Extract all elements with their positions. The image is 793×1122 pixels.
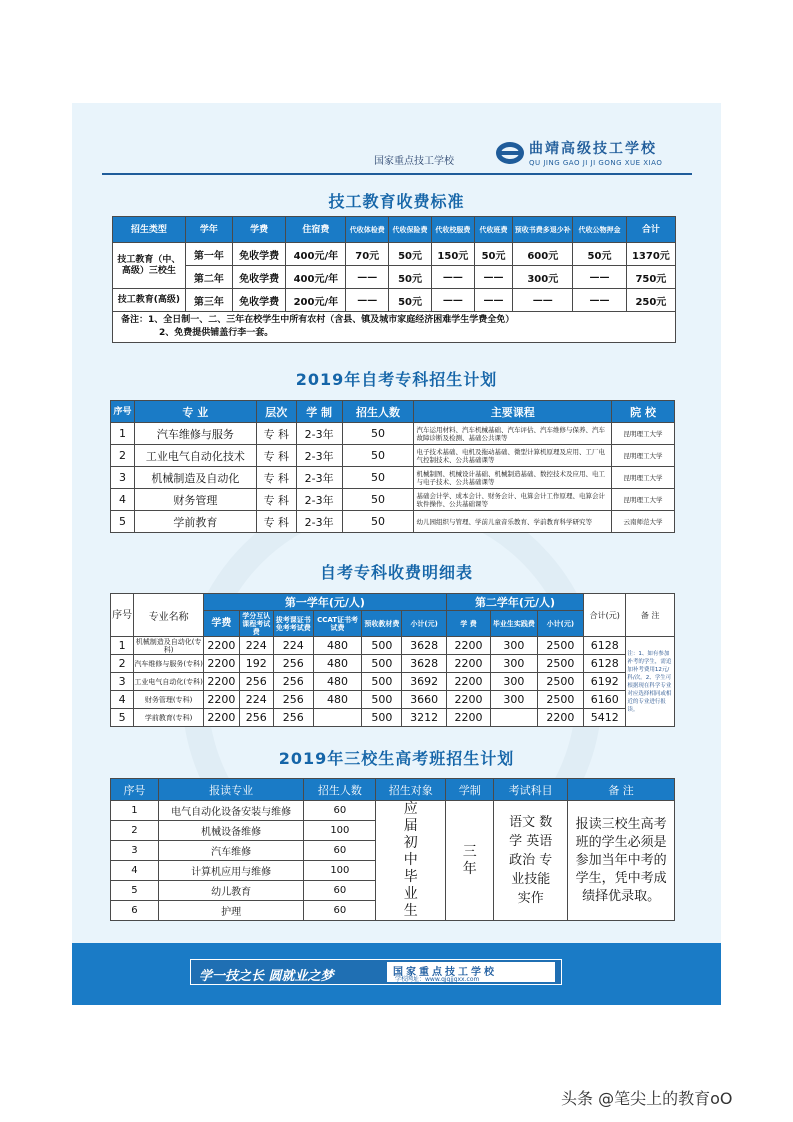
table-cell: 5 xyxy=(111,881,159,901)
table-row xyxy=(111,637,675,655)
table-cell: 256 xyxy=(239,709,273,727)
table-cell: 500 xyxy=(362,691,402,709)
fee-note-row xyxy=(113,312,676,343)
table-cell: 电气自动化设备安装与维修 xyxy=(158,801,304,821)
table-cell: 汽车维修与服务 xyxy=(134,423,256,445)
table-cell: —— xyxy=(513,289,573,312)
table-cell: 汽车维修与服务(专科) xyxy=(134,655,204,673)
table-cell: 6128 xyxy=(584,637,626,655)
table-cell: 300 xyxy=(491,637,537,655)
table-cell xyxy=(491,709,537,727)
table-cell: 5 xyxy=(111,511,135,533)
table-cell: —— xyxy=(431,289,474,312)
table-cell: 学前教育(专科) xyxy=(134,709,204,727)
table-cell: 500 xyxy=(362,673,402,691)
table-cell: 300 xyxy=(491,691,537,709)
table-cell: 3 xyxy=(111,467,135,489)
table-cell: —— xyxy=(346,266,389,289)
enrollment-category: 技工教育（中、高级）三校生 xyxy=(113,243,186,289)
table-cell: 224 xyxy=(239,637,273,655)
table-cell: 50元 xyxy=(573,243,627,266)
table-cell: 专 科 xyxy=(256,445,296,467)
column-header: 学 制 xyxy=(296,401,342,423)
table-cell: 第一年 xyxy=(185,243,232,266)
table-cell: 工业电气自动化(专科) xyxy=(134,673,204,691)
column-header: 小计(元) xyxy=(402,611,446,637)
table-cell: 224 xyxy=(273,637,313,655)
column-header: 代收保险费 xyxy=(389,217,432,243)
table-cell: 云南师范大学 xyxy=(612,511,675,533)
column-header: 招生类型 xyxy=(113,217,186,243)
fee-table-title: 技工教育收费标准 xyxy=(328,192,465,211)
detail-table-title: 自考专科收费明细表 xyxy=(319,563,473,582)
table-cell: 100 xyxy=(304,821,376,841)
table-cell: 300 xyxy=(491,673,537,691)
table-row xyxy=(111,709,675,727)
table-cell: 400元/年 xyxy=(286,243,346,266)
table-cell: 2-3年 xyxy=(296,445,342,467)
table-cell: 2200 xyxy=(446,655,490,673)
table-cell: 2-3年 xyxy=(296,467,342,489)
footer-school-box xyxy=(387,962,555,982)
table-cell: —— xyxy=(573,266,627,289)
column-header: 小计(元) xyxy=(537,611,583,637)
column-header: 拔考课证书免考考试费 xyxy=(273,611,313,637)
column-header: 考试科目 xyxy=(494,779,568,801)
gaokao-remark: 报读三校生高考班的学生必须是参加当年中考的学生，凭中考成绩择优录取。 xyxy=(568,801,675,921)
table-cell: 3660 xyxy=(402,691,446,709)
table-cell: 50 xyxy=(342,467,414,489)
table-cell: 500 xyxy=(362,637,402,655)
gaokao-table-header xyxy=(111,779,675,801)
table-cell: —— xyxy=(346,289,389,312)
table-cell: 昆明理工大学 xyxy=(612,467,675,489)
fee-table-header xyxy=(113,217,676,243)
table-cell: —— xyxy=(474,289,513,312)
column-header: 专 业 xyxy=(134,401,256,423)
detail-memo: 注：1、如有参加补考的学生，需追加补考费用12元/科/次。2、学生可根据现在科学专业对应选择相同或相近的专业进行报读。 xyxy=(626,637,675,727)
table-cell: 60 xyxy=(304,881,376,901)
table-cell: 幼儿园组织与管理、学前儿童音乐教育、学前教育科学研究等 xyxy=(414,511,612,533)
detail-table xyxy=(110,593,675,727)
plan-table-header xyxy=(111,401,675,423)
table-cell: 2200 xyxy=(203,709,239,727)
column-header: 备 注 xyxy=(568,779,675,801)
table-cell: 192 xyxy=(239,655,273,673)
column-header: 代收校服费 xyxy=(431,217,474,243)
school-emblem-icon xyxy=(495,139,525,167)
table-cell: 750元 xyxy=(626,266,675,289)
footer-band xyxy=(190,959,562,985)
table-cell: 机械制图、机械设计基础、机械制造基础、数控技术及应用、电工与电子技术、公共基础课等 xyxy=(414,467,612,489)
table-cell: 机械制造及自动化 xyxy=(134,467,256,489)
table-cell: 专 科 xyxy=(256,423,296,445)
table-cell: 2200 xyxy=(446,709,490,727)
fee-note-line: 2、免费提供铺盖行李一套。 xyxy=(159,328,274,338)
column-header: 招生对象 xyxy=(376,779,446,801)
table-cell: 学前教育 xyxy=(134,511,256,533)
column-header: 序号 xyxy=(111,594,134,637)
column-header: 序号 xyxy=(111,401,135,423)
table-cell: 5412 xyxy=(584,709,626,727)
table-cell: 50元 xyxy=(389,243,432,266)
table-cell: 5 xyxy=(111,709,134,727)
table-cell: 480 xyxy=(313,673,362,691)
school-pinyin: QU JING GAO JI JI GONG XUE XIAO xyxy=(529,159,663,167)
column-header: 专业名称 xyxy=(134,594,204,637)
table-cell: 2200 xyxy=(203,637,239,655)
table-cell: 200元/年 xyxy=(286,289,346,312)
table-row xyxy=(111,655,675,673)
table-cell: 2500 xyxy=(537,691,583,709)
table-cell: 2-3年 xyxy=(296,489,342,511)
table-cell: 6 xyxy=(111,901,159,921)
table-cell: 免收学费 xyxy=(232,266,286,289)
gaokao-table-title: 2019年三校生高考班招生计划 xyxy=(278,749,515,768)
table-cell: 2200 xyxy=(446,691,490,709)
table-cell: 1 xyxy=(111,637,134,655)
table-cell: 6160 xyxy=(584,691,626,709)
table-cell: 300 xyxy=(491,655,537,673)
footer-website: 学校网址：www.qjgjjgxx.com xyxy=(395,976,480,983)
table-cell: 50 xyxy=(342,489,414,511)
table-cell: 汽车运用材料、汽车机械基础、汽车评估、汽车维修与保养、汽车故障诊断及检测、基础公共课等 xyxy=(414,423,612,445)
column-header: 备 注 xyxy=(626,594,675,637)
table-cell: 50元 xyxy=(389,289,432,312)
column-header: 学制 xyxy=(446,779,494,801)
table-cell: 基础会计学、成本会计、财务会计、电算会计工作原理、电算会计软件操作、公共基础课等 xyxy=(414,489,612,511)
table-cell: 2200 xyxy=(203,655,239,673)
table-cell: 500 xyxy=(362,655,402,673)
table-cell: 工业电气自动化技术 xyxy=(134,445,256,467)
table-cell: 4 xyxy=(111,861,159,881)
fee-table xyxy=(112,216,676,343)
table-cell: 480 xyxy=(313,691,362,709)
column-header: 招生人数 xyxy=(304,779,376,801)
table-cell: 2 xyxy=(111,655,134,673)
table-cell: 2-3年 xyxy=(296,423,342,445)
table-row xyxy=(113,266,676,289)
column-header: 学费 xyxy=(203,611,239,637)
table-cell: 3212 xyxy=(402,709,446,727)
column-header: 代收公物押金 xyxy=(573,217,627,243)
fee-note xyxy=(113,312,676,343)
table-cell: 专 科 xyxy=(256,511,296,533)
table-cell: 100 xyxy=(304,861,376,881)
plan-table-title: 2019年自考专科招生计划 xyxy=(295,370,498,389)
footer-school-name: 国家重点技工学校 xyxy=(393,967,497,978)
column-header: 招生人数 xyxy=(342,401,414,423)
table-cell: 256 xyxy=(273,655,313,673)
table-cell: 2200 xyxy=(446,673,490,691)
table-cell: 6192 xyxy=(584,673,626,691)
table-row xyxy=(111,691,675,709)
table-cell: 1370元 xyxy=(626,243,675,266)
table-cell: 500 xyxy=(362,709,402,727)
table-cell: 256 xyxy=(273,709,313,727)
enrollment-category: 技工教育(高级) xyxy=(113,289,186,312)
table-cell: 2 xyxy=(111,821,159,841)
table-cell: 400元/年 xyxy=(286,266,346,289)
table-cell: 昆明理工大学 xyxy=(612,445,675,467)
table-cell: 2200 xyxy=(537,709,583,727)
plan-table xyxy=(110,400,675,533)
table-cell: —— xyxy=(573,289,627,312)
column-header: 学 费 xyxy=(446,611,490,637)
table-cell: 2 xyxy=(111,445,135,467)
table-cell: 机械设备维修 xyxy=(158,821,304,841)
table-cell: 150元 xyxy=(431,243,474,266)
table-cell: 224 xyxy=(239,691,273,709)
table-cell: 免收学费 xyxy=(232,289,286,312)
table-cell: 护理 xyxy=(158,901,304,921)
study-duration: 三年 xyxy=(446,801,494,921)
table-cell: 3 xyxy=(111,673,134,691)
table-cell: 3 xyxy=(111,841,159,861)
table-cell: 60 xyxy=(304,901,376,921)
table-cell: 6128 xyxy=(584,655,626,673)
column-header: 学费 xyxy=(232,217,286,243)
table-cell: 50 xyxy=(342,445,414,467)
table-cell: 财务管理 xyxy=(134,489,256,511)
table-cell: 300元 xyxy=(513,266,573,289)
table-cell: 免收学费 xyxy=(232,243,286,266)
table-cell: 第三年 xyxy=(185,289,232,312)
fee-note-line: 备注：1、全日制一、二、三年在校学生中所有农村（含县、镇及城市家庭经济困难学生学费全免） xyxy=(121,315,515,325)
table-cell: 600元 xyxy=(513,243,573,266)
table-cell: 幼儿教育 xyxy=(158,881,304,901)
table-cell: 2500 xyxy=(537,655,583,673)
table-cell xyxy=(313,709,362,727)
table-row xyxy=(111,467,675,489)
table-cell: 50 xyxy=(342,423,414,445)
column-header: 序号 xyxy=(111,779,159,801)
table-cell: 昆明理工大学 xyxy=(612,489,675,511)
school-tag: 国家重点技工学校 xyxy=(374,156,454,167)
column-header: 预收教材费 xyxy=(362,611,402,637)
table-row xyxy=(111,511,675,533)
table-row xyxy=(111,801,675,821)
column-header: 层次 xyxy=(256,401,296,423)
table-cell: 专 科 xyxy=(256,467,296,489)
table-cell: 汽车维修 xyxy=(158,841,304,861)
table-cell: 机械制造及自动化(专科) xyxy=(135,637,202,654)
column-header: 学年 xyxy=(185,217,232,243)
column-header: 院 校 xyxy=(612,401,675,423)
table-row xyxy=(111,489,675,511)
table-cell: 60 xyxy=(304,841,376,861)
column-header: 住宿费 xyxy=(286,217,346,243)
column-header: 合计 xyxy=(626,217,675,243)
table-cell: 3628 xyxy=(402,655,446,673)
table-cell: 3692 xyxy=(402,673,446,691)
column-header: CCAT证书考试费 xyxy=(313,611,362,637)
column-header: 代收班费 xyxy=(474,217,513,243)
column-header: 合计(元) xyxy=(584,594,626,637)
table-cell: 256 xyxy=(273,691,313,709)
column-header: 毕业生实践费 xyxy=(491,611,537,637)
table-cell: 1 xyxy=(111,423,135,445)
table-cell: 计算机应用与维修 xyxy=(158,861,304,881)
table-cell: 2200 xyxy=(203,691,239,709)
table-cell: —— xyxy=(431,266,474,289)
table-cell: 50元 xyxy=(389,266,432,289)
school-name: 曲靖高级技工学校 xyxy=(529,141,657,157)
year-two-header: 第二学年(元/人) xyxy=(446,594,583,611)
school-logo xyxy=(495,135,690,173)
footer-banner xyxy=(72,943,721,1005)
table-row xyxy=(113,289,676,312)
table-cell: 250元 xyxy=(626,289,675,312)
column-header: 学分互认课程考试费 xyxy=(239,611,273,637)
header xyxy=(102,131,692,175)
column-header: 预收书费多退少补 xyxy=(513,217,573,243)
brochure-page xyxy=(72,103,721,1005)
enrollment-target: 应届初中毕业生 xyxy=(376,801,446,921)
exam-subjects: 语文 数学 英语 政治 专业技能 实作 xyxy=(494,801,568,921)
table-cell: 财务管理(专科) xyxy=(134,691,204,709)
table-cell: 2500 xyxy=(537,637,583,655)
table-cell: 3628 xyxy=(402,637,446,655)
table-cell: 4 xyxy=(111,489,135,511)
table-cell: 50元 xyxy=(474,243,513,266)
table-cell: 50 xyxy=(342,511,414,533)
year-one-header: 第一学年(元/人) xyxy=(203,594,446,611)
detail-table-header xyxy=(111,594,675,611)
table-cell: 第二年 xyxy=(185,266,232,289)
footer-slogan: 学一技之长 圆就业之梦 xyxy=(199,969,334,984)
column-header: 报读专业 xyxy=(158,779,304,801)
table-row xyxy=(113,243,676,266)
table-row xyxy=(111,423,675,445)
table-cell: 4 xyxy=(111,691,134,709)
table-cell: 2200 xyxy=(446,637,490,655)
table-cell: 60 xyxy=(304,801,376,821)
table-cell: 2-3年 xyxy=(296,511,342,533)
source-credit: 头条 @笔尖上的教育oO xyxy=(561,1089,733,1108)
table-cell: 电子技术基础、电机及拖动基础、微型计算机原理及应用、工厂电气控制技术、公共基础课等 xyxy=(414,445,612,467)
table-cell: 70元 xyxy=(346,243,389,266)
table-row xyxy=(111,673,675,691)
table-cell: 1 xyxy=(111,801,159,821)
column-header: 代收体检费 xyxy=(346,217,389,243)
table-cell: 480 xyxy=(313,637,362,655)
table-cell: 256 xyxy=(239,673,273,691)
column-header: 主要课程 xyxy=(414,401,612,423)
table-cell: 2200 xyxy=(203,673,239,691)
table-cell: —— xyxy=(474,266,513,289)
table-cell: 480 xyxy=(313,655,362,673)
table-cell: 昆明理工大学 xyxy=(612,423,675,445)
table-cell: 2500 xyxy=(537,673,583,691)
gaokao-table xyxy=(110,778,675,921)
table-row xyxy=(111,445,675,467)
table-cell: 专 科 xyxy=(256,489,296,511)
table-cell: 256 xyxy=(273,673,313,691)
